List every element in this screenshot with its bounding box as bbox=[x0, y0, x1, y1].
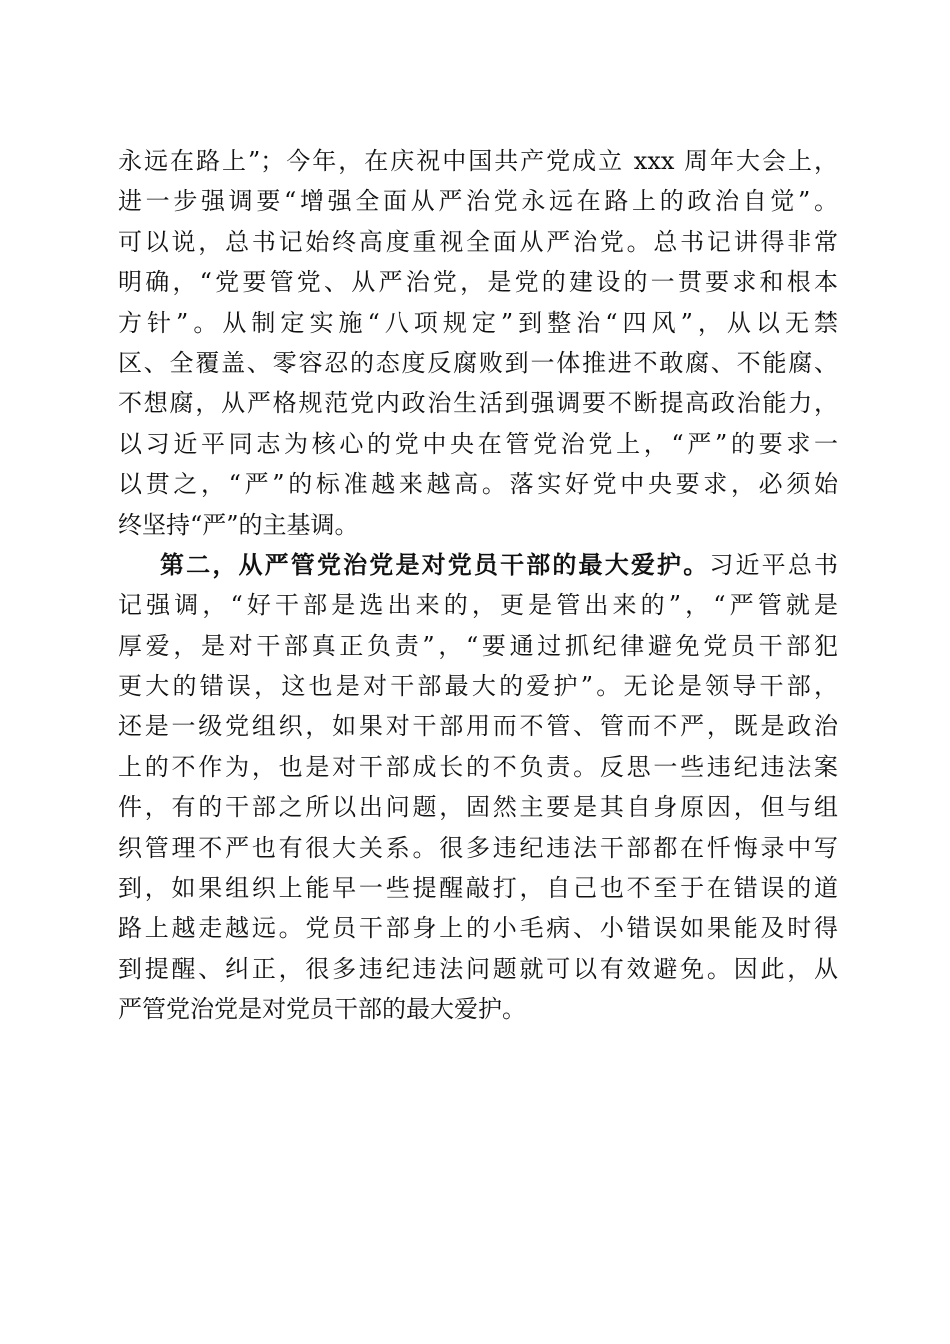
paragraph-line: 永远在路上”；今年，在庆祝中国共产党成立 xxx 周年大会上， bbox=[118, 147, 838, 175]
paragraph-first-line bbox=[118, 545, 838, 585]
paragraph-line: 还是一级党组织，如果对干部用而不管、管而不严，既是政治 bbox=[118, 712, 838, 741]
paragraph-line: 区、全覆盖、零容忍的态度反腐败到一体推进不敢腐、不能腐、 bbox=[118, 348, 838, 377]
paragraph-line: 到提醒、纠正，很多违纪违法问题就可以有效避免。因此，从 bbox=[118, 954, 838, 983]
paragraph-1 bbox=[118, 141, 838, 545]
paragraph-line: 终坚持“严”的主基调。 bbox=[118, 510, 359, 539]
section-heading: 第二，从严管党治党是对党员干部的最大爱护。 bbox=[160, 549, 710, 579]
paragraph-line: 厚爱，是对干部真正负责”，“要通过抓纪律避免党员干部犯 bbox=[118, 631, 838, 660]
paragraph-line: 织管理不严也有很大关系。很多违纪违法干部都在忏悔录中写 bbox=[118, 833, 838, 862]
paragraph-line: 记强调，“好干部是选出来的，更是管出来的”，“严管就是 bbox=[118, 591, 838, 620]
paragraph-line: 明确，“党要管党、从严治党，是党的建设的一贯要求和根本 bbox=[118, 268, 838, 297]
paragraph-2 bbox=[118, 545, 838, 1030]
paragraph-line: 更大的错误，这也是对干部最大的爱护”。无论是领导干部， bbox=[118, 672, 838, 701]
paragraph-line: 方针”。从制定实施“八项规定”到整治“四风”，从以无禁 bbox=[118, 308, 838, 337]
paragraph-line-rest: 习近平总书 bbox=[709, 550, 838, 579]
paragraph-line: 不想腐，从严格规范党内政治生活到强调要不断提高政治能力， bbox=[118, 389, 838, 418]
paragraph-line: 进一步强调要“增强全面从严治党永远在路上的政治自觉”。 bbox=[118, 187, 838, 216]
paragraph-line: 严管党治党是对党员干部的最大爱护。 bbox=[118, 995, 526, 1024]
paragraph-line: 可以说，总书记始终高度重视全面从严治党。总书记讲得非常 bbox=[118, 227, 838, 256]
paragraph-line: 以习近平同志为核心的党中央在管党治党上，“严”的要求一 bbox=[118, 429, 838, 458]
paragraph-line: 路上越走越远。党员干部身上的小毛病、小错误如果能及时得 bbox=[118, 914, 838, 943]
paragraph-line: 到，如果组织上能早一些提醒敲打，自己也不至于在错误的道 bbox=[118, 874, 838, 903]
paragraph-line: 以贯之，“严”的标准越来越高。落实好党中央要求，必须始 bbox=[118, 470, 838, 499]
paragraph-line: 上的不作为，也是对干部成长的不负责。反思一些违纪违法案 bbox=[118, 752, 838, 781]
document-body bbox=[118, 141, 838, 1030]
paragraph-line: 件，有的干部之所以出问题，固然主要是其自身原因，但与组 bbox=[118, 793, 838, 822]
